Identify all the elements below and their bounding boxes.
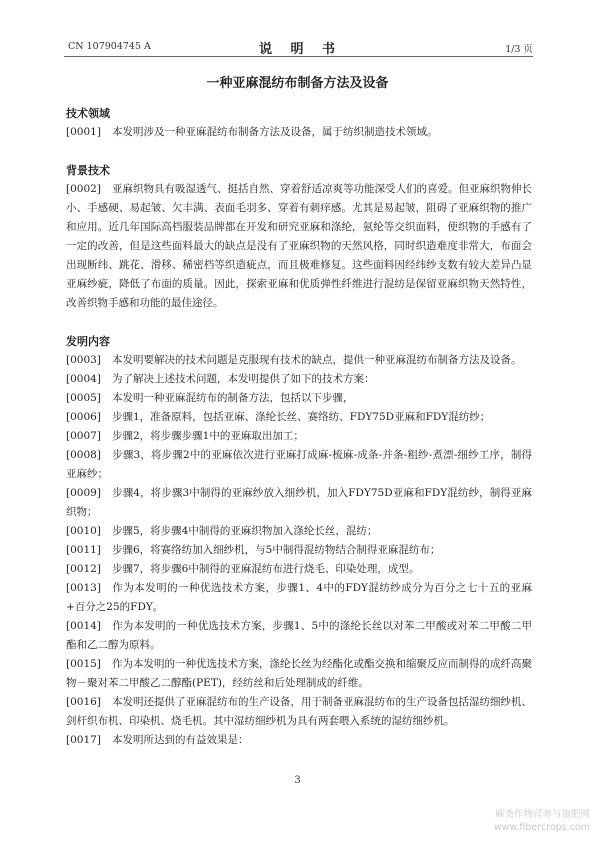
paragraph-number: [0007] [66, 430, 101, 442]
paragraph-number: [0013] [66, 582, 101, 594]
paragraph-number: [0011] [66, 544, 101, 556]
paragraph-text: 步骤4，将步骤3中制得的亚麻纱放入细纱机，加入FDY75D亚麻和FDY混纺纱，制得亚麻织物； [66, 487, 532, 518]
paragraph [66, 579, 532, 617]
paragraph-number: [0009] [66, 487, 101, 499]
paragraph-number: [0004] [66, 373, 101, 385]
paragraph-text: 为了解决上述技术问题，本发明提供了如下的技术方案： [112, 373, 375, 385]
paragraph-text: 作为本发明的一种优选技术方案，步骤1、4中的FDY混纺纱成分为百分之七十五的亚麻+百分之25的FDY。 [66, 582, 532, 613]
paragraph [66, 693, 532, 731]
paragraph-text: 亚麻织物具有吸湿透气、挺括自然、穿着舒适凉爽等功能深受人们的喜爱。但亚麻织物伸长小、手感硬、易起皱、欠丰满、表面毛羽多、穿着有刺痒感。尤其是易起皱，阻碍了亚麻织物的推广和应用。近几年国际高档服装品牌都在开发和研究亚麻和涤纶，氨纶等交织面料，使织物的手感有了一定的改善，但是这些面料最大的缺点是没有了亚麻织物的天然风格，同时织造难度非常大，布面会出现断纬、跳花、滑移、稀密档等织造疵点，而且极难修复。这些面料因经纬纱支数有较大差异凸显亚麻纱疵，降低了布面的质量。因此，探索亚麻和优质弹性纤维进行混纺是保留亚麻织物天然特性，改善织物手感和功能的最佳途径。 [66, 183, 532, 309]
paragraph [66, 427, 532, 446]
paragraph-text: 步骤6，将赛络纺加入细纱机，与5中制得混纺物结合制得亚麻混纺布； [112, 544, 441, 556]
paragraph [66, 123, 532, 142]
paragraph-text: 步骤5，将步骤4中制得的亚麻织物加入涤纶长丝，混纺； [112, 525, 378, 537]
paragraph-text: 本发明涉及一种亚麻混纺布制备方法及设备，属于纺织制造技术领域。 [112, 126, 438, 138]
paragraph-number: [0015] [66, 658, 101, 670]
paragraph-number: [0016] [66, 696, 101, 708]
doc-type-label: 说 明 书 [258, 42, 343, 57]
header-rule [64, 56, 533, 57]
paragraph-text: 本发明还提供了亚麻混纺布的生产设备，用于制备亚麻混纺布的生产设备包括湿纺细纱机、剑杆织布机、印染机、烧毛机。其中湿纺细纱机为具有两套喂入系统的湿纺细纱机。 [66, 696, 532, 727]
paragraph-text: 本发明一种亚麻混纺布的制备方法，包括以下步骤， [112, 392, 354, 404]
watermark-site-name: 麻类作物营养与施肥网 [494, 809, 590, 820]
paragraph [66, 370, 532, 389]
page-number: 3 [294, 775, 301, 786]
paragraph-number: [0012] [66, 563, 101, 575]
paragraph-text: 步骤3，将步骤2中的亚麻依次进行亚麻打成麻-梳麻-成条-并条-粗纱-煮漂-细纱工序，制得亚麻纱； [66, 449, 532, 480]
paragraph [66, 408, 532, 427]
paragraph-text: 作为本发明的一种优选技术方案，步骤1、5中的涤纶长丝以对苯二甲酸或对苯二甲酸二甲酯和乙二醇为原料。 [66, 620, 532, 651]
paragraph [66, 446, 532, 484]
paragraph-text: 步骤1，准备原料，包括亚麻、涤纶长丝、赛络纺、FDY75D亚麻和FDY混纺纱； [112, 411, 491, 423]
section-heading-summary: 发明内容 [66, 335, 110, 348]
document-title: 一种亚麻混纺布制备方法及设备 [206, 76, 389, 91]
paragraph-number: [0003] [66, 354, 101, 366]
paragraph [66, 617, 532, 655]
document-body [66, 104, 532, 750]
section-heading-technical-field: 技术领域 [66, 107, 110, 120]
paragraph [66, 351, 532, 370]
paragraph [66, 560, 532, 579]
paragraph-number: [0008] [66, 449, 101, 461]
section-heading-background: 背景技术 [66, 164, 110, 177]
paragraph-number: [0006] [66, 411, 101, 423]
paragraph [66, 484, 532, 522]
paragraph-number: [0014] [66, 620, 101, 632]
paragraph-number: [0010] [66, 525, 101, 537]
paragraph [66, 541, 532, 560]
paragraph [66, 180, 532, 313]
watermark-url: www.fibercrops.com [493, 822, 590, 833]
paragraph-number: [0005] [66, 392, 101, 404]
paragraph-text: 作为本发明的一种优选技术方案，涤纶长丝为经酯化或酯交换和缩聚反应而制得的成纤高聚物－聚对苯二甲酸乙二醇酯(PET)，经纺丝和后处理制成的纤维。 [66, 658, 532, 689]
paragraph [66, 389, 532, 408]
paragraph-text: 本发明要解决的技术问题是克服现有技术的缺点，提供一种亚麻混纺布制备方法及设备。 [112, 354, 522, 366]
paragraph [66, 731, 532, 750]
paragraph-text: 步骤2，将步骤步骤1中的亚麻取出加工； [112, 430, 304, 442]
paragraph [66, 655, 532, 693]
paragraph-number: [0017] [66, 734, 101, 746]
paragraph-text: 步骤7，将步骤6中制得的亚麻混纺布进行烧毛、印染处理，成型。 [112, 563, 420, 575]
watermark [470, 808, 590, 834]
paragraph-text: 本发明所达到的有益效果是： [112, 734, 249, 746]
paragraph-number: [0001] [66, 126, 101, 138]
page-label: 1/3 页 [505, 44, 533, 55]
paragraph [66, 522, 532, 541]
paragraph-number: [0002] [66, 183, 101, 195]
doc-number: CN 107904745 A [68, 41, 151, 52]
